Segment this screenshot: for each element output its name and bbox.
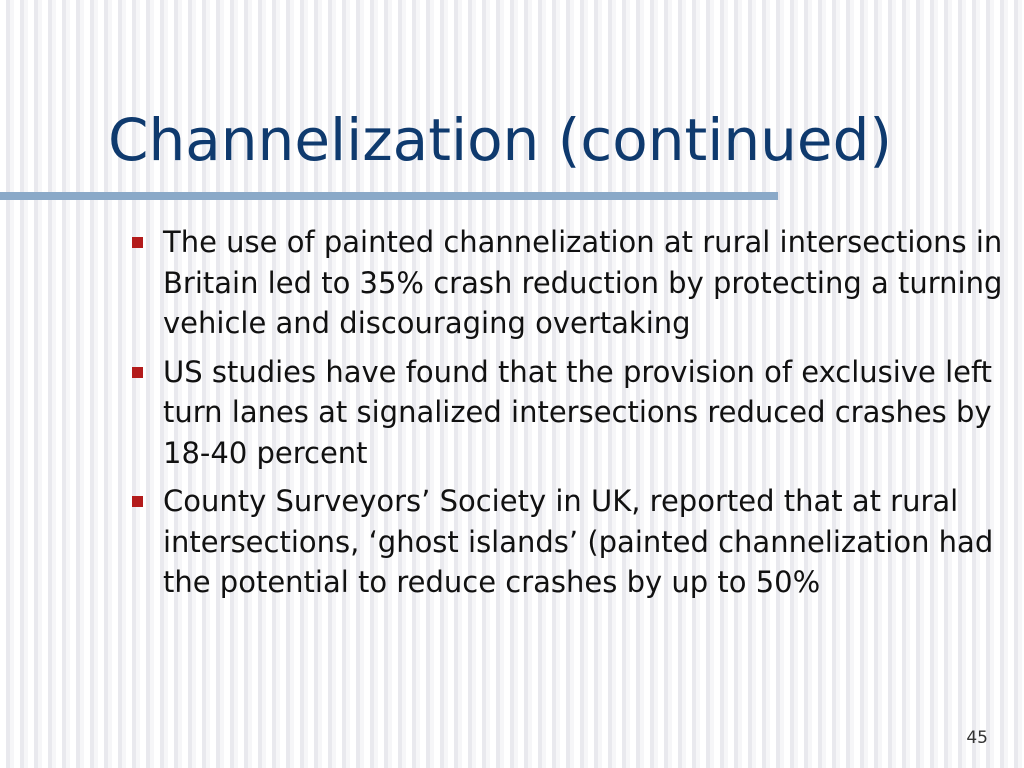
bullet-text: US studies have found that the provision of exclusive left turn lanes at signalized intersections reduced crashes by 18-40 percent <box>163 354 993 470</box>
bullet-text: The use of painted channelization at rural intersections in Britain led to 35% crash reduction by protecting a turning vehicle and discouraging overtaking <box>163 225 1003 340</box>
square-bullet-icon <box>132 496 143 507</box>
bullet-item <box>130 481 1010 603</box>
title-underline-rule <box>0 192 778 200</box>
bullet-item <box>130 222 1010 344</box>
bullet-item <box>130 352 1010 474</box>
square-bullet-icon <box>132 367 143 378</box>
page-number: 45 <box>966 728 988 748</box>
square-bullet-icon <box>132 237 143 248</box>
slide-title: Channelization (continued) <box>108 106 893 174</box>
bullet-list <box>130 222 1010 611</box>
bullet-text: County Surveyors’ Society in UK, reported that at rural intersections, ‘ghost islands’ (painted channelization had the potential to reduce crashes by up to 50% <box>163 484 994 599</box>
